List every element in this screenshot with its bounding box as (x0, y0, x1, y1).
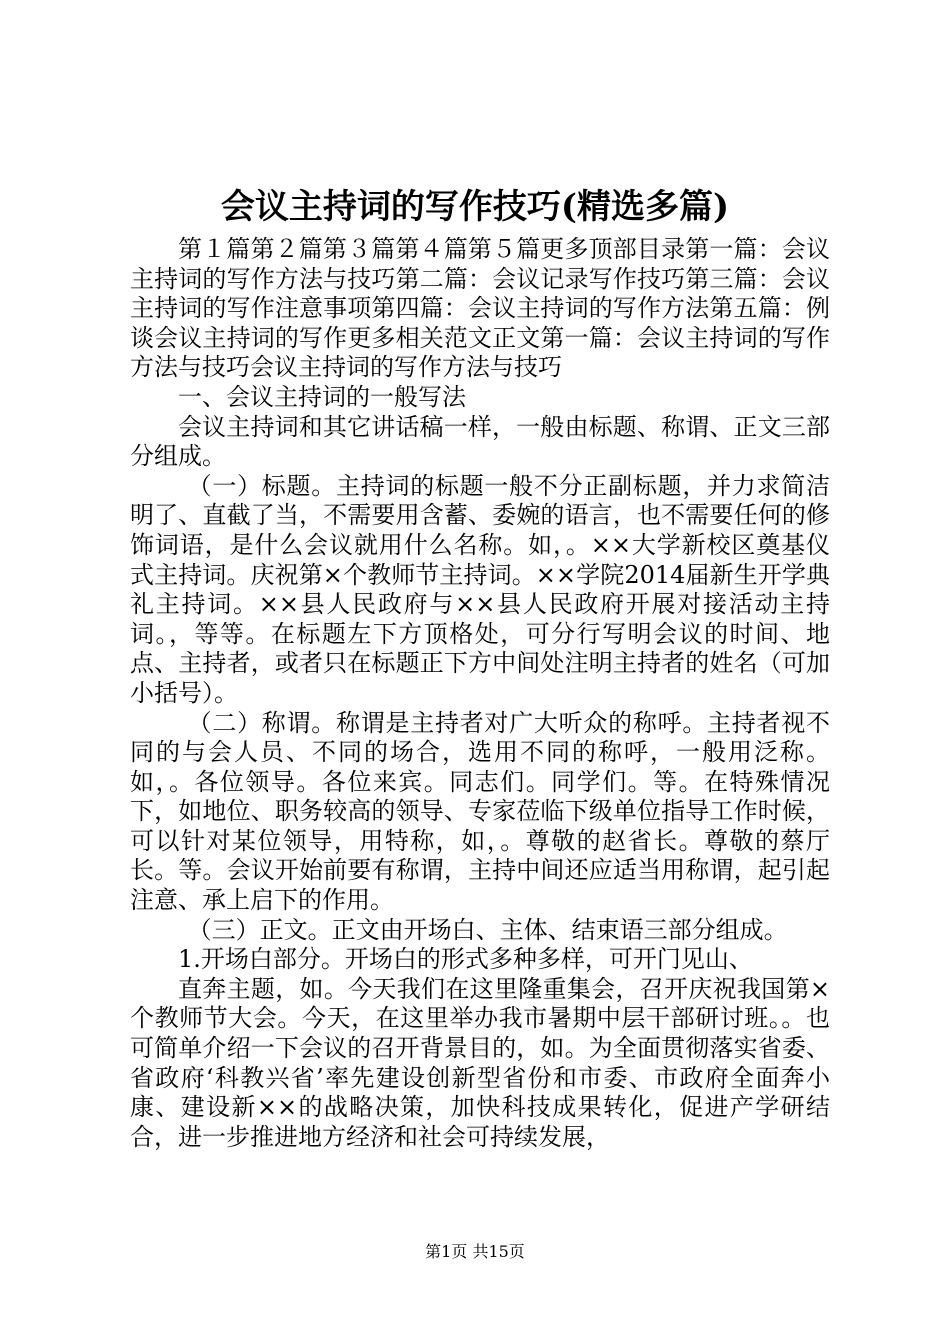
document-title: 会议主持词的写作技巧(精选多篇) (220, 187, 730, 227)
paragraph-title-section: （一）标题。主持词的标题一般不分正副标题，并力求简洁明了、直截了当，不需要用含蓄、委婉的语言，也不需要任何的修饰词语，是什么会议就用什么名称。如，。××大学新校区奠基仪式主持词。庆祝第×个教师节主持词。××学院2014届新生开学典礼主持词。××县人民政府与××县人民政府开展对接活动主持词。，等等。在标题左下方顶格处，可分行写明会议的时间、地点、主持者，或者只在标题正下方中间处注明主持者的姓名（可加小括号）。 (130, 471, 830, 707)
paragraph: 会议主持词和其它讲话稿一样，一般由标题、称谓、正文三部分组成。 (130, 412, 830, 471)
paragraph-section-heading: 一、会议主持词的一般写法 (178, 382, 466, 411)
document-body (130, 235, 830, 1152)
paragraph: 直奔主题，如。今天我们在这里隆重集会，召开庆祝我国第×个教师节大会。今天，在这里举办我市暑期中层干部研讨班。。也可简单介绍一下会议的召开背景目的，如。为全面贯彻落实省委、省政府‘科教兴省’率先建设创新型省份和市委、市政府全面奔小康、建设新××的战略决策，加快科技成果转化，促进产学研结合，进一步推进地方经济和社会可持续发展， (130, 974, 830, 1151)
paragraph-salutation-section: （二）称谓。称谓是主持者对广大听众的称呼。主持者视不同的与会人员、不同的场合，选用不同的称呼，一般用泛称。如，。各位领导。各位来宾。同志们。同学们。等。在特殊情况下，如地位、职务较高的领导、专家莅临下级单位指导工作时候，可以针对某位领导，用特称，如，。尊敬的赵省长。尊敬的蔡厅长。等。会议开始前要有称谓，主持中间还应适当用称谓，起引起注意、承上启下的作用。 (130, 708, 830, 915)
page-footer: 第1页 共15页 (425, 1242, 525, 1261)
paragraph-toc: 第１篇第２篇第３篇第４篇第５篇更多顶部目录第一篇：会议主持词的写作方法与技巧第二篇：会议记录写作技巧第三篇：会议主持词的写作注意事项第四篇：会议主持词的写作方法第五篇：例谈会议主持词的写作更多相关范文正文第一篇：会议主持词的写作方法与技巧会议主持词的写作方法与技巧 (130, 235, 830, 382)
paragraph-opening: 1.开场白部分。开场白的形式多种多样，可开门见山、 (178, 945, 753, 974)
paragraph-body-section: （三）正文。正文由开场白、主体、结束语三部分组成。 (187, 915, 788, 944)
